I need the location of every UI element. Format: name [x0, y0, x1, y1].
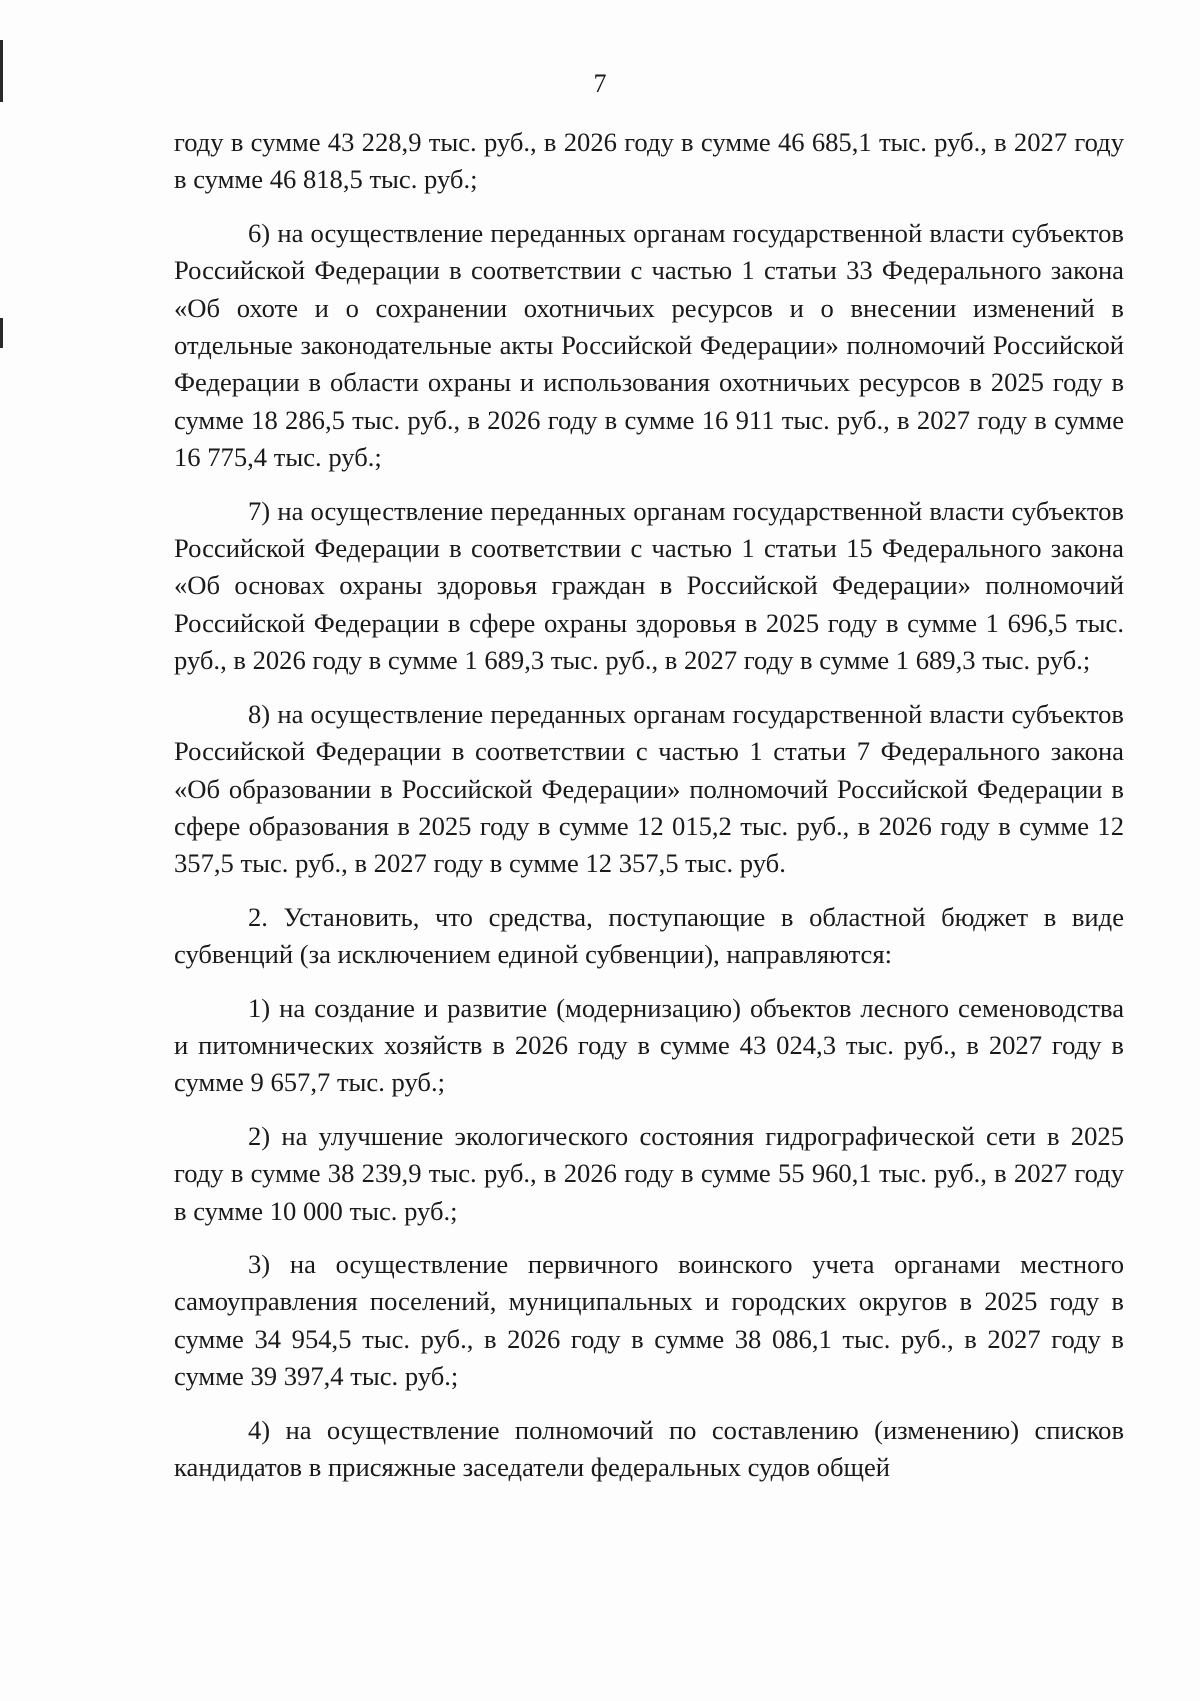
page-number: 7	[593, 69, 607, 98]
paragraph-item-7: 7) на осуществление переданных органам государственной власти субъектов Российской Федерации в соответствии с частью 1 статьи 15 Федерального закона «Об основах охраны здоровья граждан в Российской Федерации» полномочий Российской Федерации в сфере охраны здоровья в 2025 году в сумме 1 696,5 тыс. руб., в 2026 году в сумме 1 689,3 тыс. руб., в 2027 году в сумме 1 689,3 тыс. руб.;	[174, 495, 1124, 676]
scan-edge-mark	[0, 318, 3, 348]
paragraph-section-2: 2. Установить, что средства, поступающие в областной бюджет в виде субвенций (за исключением единой субвенции), направляются:	[174, 901, 1124, 970]
paragraph-item-6: 6) на осуществление переданных органам государственной власти субъектов Российской Федерации в соответствии с частью 1 статьи 33 Федерального закона «Об охоте и о сохранении охотничьих ресурсов и о внесении изменений в отдельные законодательные акты Российской Федерации» полномочий Российской Федерации в области охраны и использования охотничьих ресурсов в 2025 году в сумме 18 286,5 тыс. руб., в 2026 году в сумме 16 911 тыс. руб., в 2027 году в сумме 16 775,4 тыс. руб.;	[174, 217, 1124, 473]
paragraph-subitem-3: 3) на осуществление первичного воинского учета органами местного самоуправления поселений, муниципальных и городских округов в 2025 году в сумме 34 954,5 тыс. руб., в 2026 году в сумме 38 086,1 тыс. руб., в 2027 году в сумме 39 397,4 тыс. руб.;	[174, 1248, 1124, 1392]
document-body	[174, 124, 1124, 1502]
paragraph-continuation: году в сумме 43 228,9 тыс. руб., в 2026 году в сумме 46 685,1 тыс. руб., в 2027 году в сумме 46 818,5 тыс. руб.;	[174, 127, 1124, 195]
paragraph-subitem-1: 1) на создание и развитие (модернизацию) объектов лесного семеноводства и питомнических хозяйств в 2026 году в сумме 43 024,3 тыс. руб., в 2027 году в сумме 9 657,7 тыс. руб.;	[174, 992, 1124, 1098]
paragraph-item-8: 8) на осуществление переданных органам государственной власти субъектов Российской Федерации в соответствии с частью 1 статьи 7 Федерального закона «Об образовании в Российской Федерации» полномочий Российской Федерации в сфере образования в 2025 году в сумме 12 015,2 тыс. руб., в 2026 году в сумме 12 357,5 тыс. руб., в 2027 году в сумме 12 357,5 тыс. руб.	[174, 698, 1124, 879]
paragraph-subitem-2: 2) на улучшение экологического состояния гидрографической сети в 2025 году в сумме 38 239,9 тыс. руб., в 2026 году в сумме 55 960,1 тыс. руб., в 2027 году в сумме 10 000 тыс. руб.;	[174, 1120, 1124, 1226]
paragraph-subitem-4: 4) на осуществление полномочий по составлению (изменению) списков кандидатов в присяжные заседатели федеральных судов общей	[174, 1414, 1124, 1482]
